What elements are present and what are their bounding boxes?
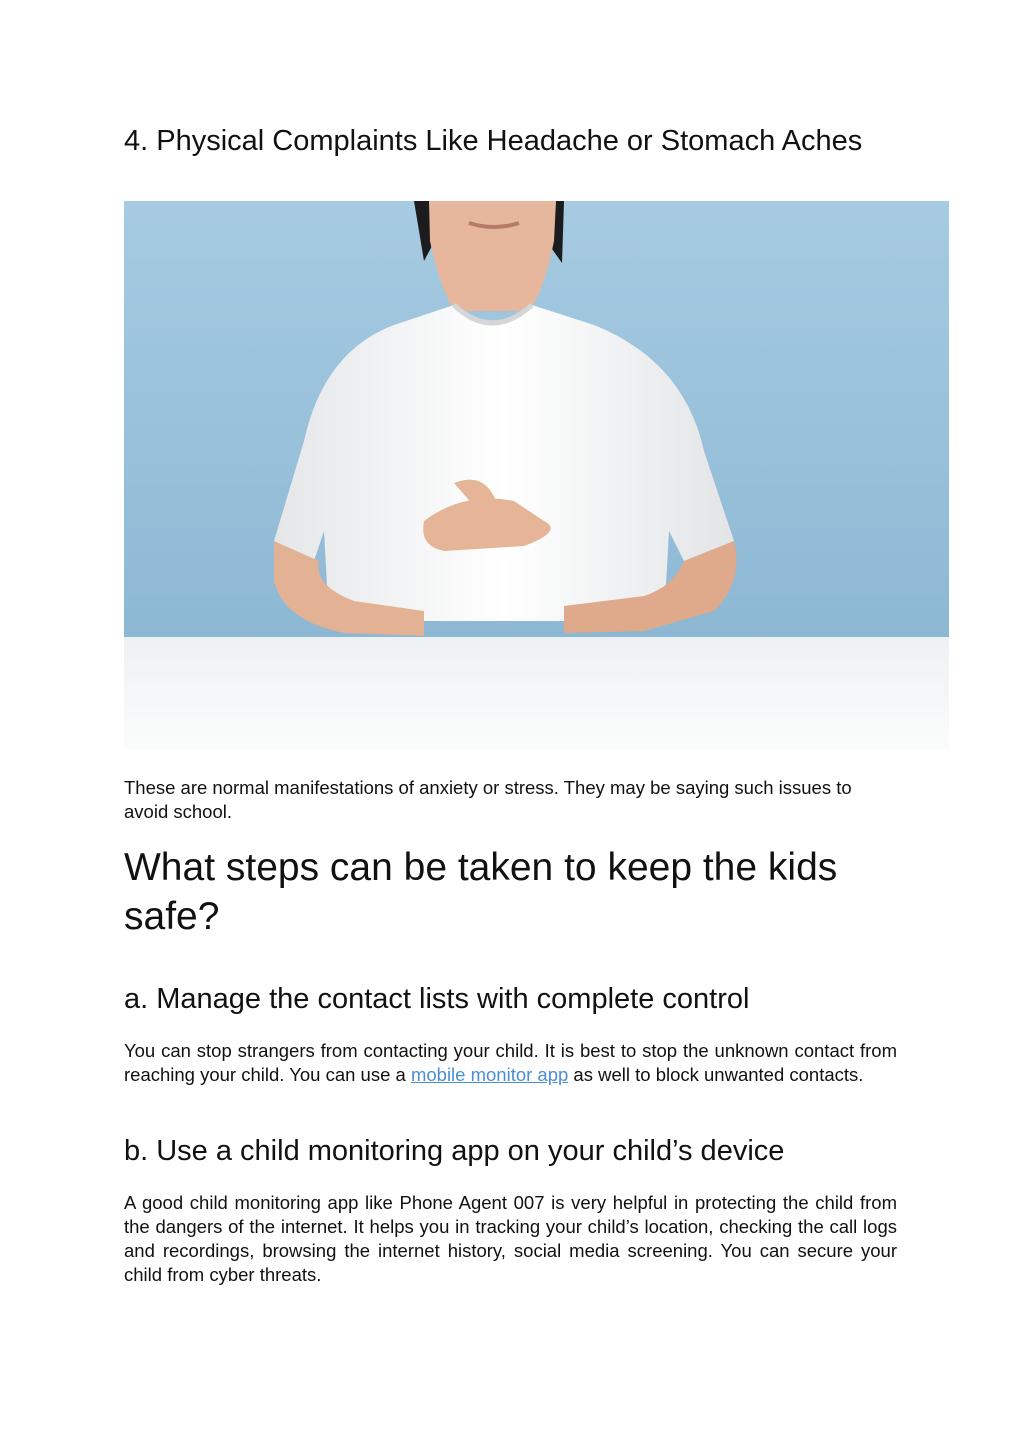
paragraph-monitoring-app: A good child monitoring app like Phone Agent 007 is very helpful in protecting the child from the dangers of the internet. It helps you in tracking your child’s location, checking the call logs and recordings, browsing the internet history, social media screening. You can secure your child from cyber threats. [124, 1192, 897, 1285]
mobile-monitor-app-link[interactable]: mobile monitor app [410, 1064, 569, 1085]
contact-text-end: as well to block unwanted contacts. [568, 1064, 864, 1085]
subheading-monitoring-app: b. Use a child monitoring app on your child’s device [124, 1135, 785, 1167]
person-holding-stomach-photo [124, 201, 949, 750]
subheading-contact-lists: a. Manage the contact lists with complete control [124, 983, 750, 1015]
face-neck [429, 201, 556, 311]
contact-text-start: You can stop strangers from contacting your child. It is best to stop the unknown contact from reaching your child. You can use a [124, 1040, 897, 1085]
white-table [124, 637, 949, 750]
paragraph-anxiety: These are normal manifestations of anxiety or stress. They may be saying such issues to avoid school. [124, 777, 852, 822]
main-heading: What steps can be taken to keep the kids safe? [124, 846, 838, 938]
paragraph-contact-lists [124, 1039, 897, 1087]
section-heading: 4. Physical Complaints Like Headache or Stomach Aches [124, 125, 863, 157]
